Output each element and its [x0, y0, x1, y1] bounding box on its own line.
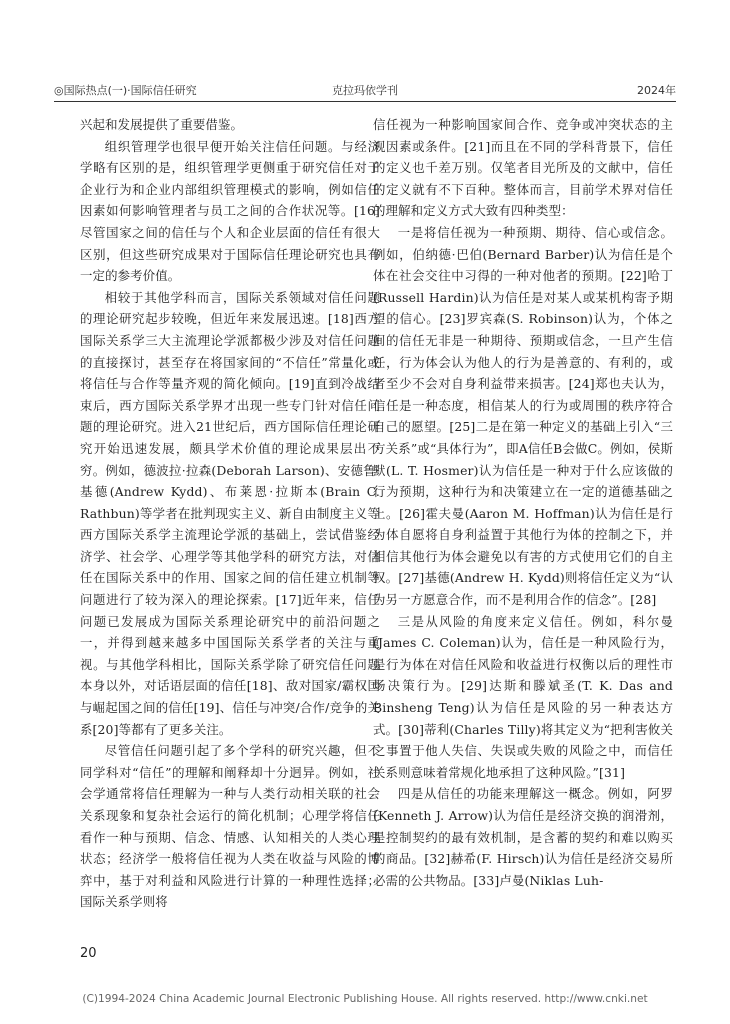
- paragraph: 兴起和发展提供了重要借鉴。: [80, 117, 244, 132]
- header-section-label: ◎国际热点(一)·国际信任研究: [54, 84, 197, 97]
- header-journal-name: 克拉玛依学刊: [332, 84, 398, 97]
- paragraph: 三是从风险的角度来定义信任。例如，科尔曼(James C. Coleman)认为，信任是一种风险行为，是行为体在对信任风险和收益进行权衡以后的理性市场决策行为。[29]达斯和滕斌圣(T. K. Das and Binsheng Teng)认为信任是风险的另一种表达方式。[30]蒂利(Charles Tilly)将其定义为“把利害攸关之事置于他人失信、失误或失败的风险之中，而信任关系则意味着常规化地承担了这种风险。”[31]: [373, 613, 673, 780]
- paragraph: 四是从信任的功能来理解这一概念。例如，阿罗(Kenneth J. Arrow)认为信任是经济交换的润滑剂，是控制契约的最有效机制，是含蓄的契约和难以购买的商品。[32]赫希(F. Hirsch)认为信任是经济交易所必需的公共物品。[33]卢曼(Niklas Luh-: [373, 786, 673, 888]
- header-year: 2024年: [637, 84, 676, 97]
- right-text-column: [373, 114, 673, 891]
- copyright-footer: (C)1994-2024 China Academic Journal Electronic Publishing House. All rights reserved. http://www.cnki.net: [82, 993, 648, 1005]
- paragraph: 尽管信任问题引起了多个学科的研究兴趣，但不同学科对“信任”的理解和阐释却十分迥异。例如，社会学通常将信任理解为一种与人类行动相关联的社会关系现象和复杂社会运行的简化机制；心理学将信任看作一种与预期、信念、情感、认知相关的人类心理状态；经济学一般将信任视为人类在收益与风险的博弈中，基于对利益和风险进行计算的一种理性选择；国际关系学则将: [80, 743, 380, 910]
- paragraph: 信任视为一种影响国家间合作、竞争或冲突状态的主观因素或条件。[21]而且在不同的学科背景下，信任的定义也千差万别。仅笔者目光所及的文献中，信任的定义就有不下百种。整体而言，目前学术界对信任的理解和定义方式大致有四种类型：: [373, 117, 673, 219]
- page-number: 20: [80, 946, 97, 961]
- header-rule: [54, 101, 676, 102]
- running-header: [54, 78, 676, 100]
- paragraph: 一是将信任视为一种预期、期待、信心或信念。例如，伯纳德·巴伯(Bernard Barber)认为信任是个体在社会交往中习得的一种对他者的预期。[22]哈丁(Russell Hardin)认为信任是对某人或某机构寄予期望的信心。[23]罗宾森(S. Robinson)认为，个体之间的信任无非是一种期待、预期或信念，一旦产生信任，行为体会认为他人的行为是善意的、有利的，或者至少不会对自身利益带来损害。[24]郑也夫认为，信任是一种态度，相信某人的行为或周围的秩序符合自己的愿望。[25]二是在第一种定义的基础上引入“三方关系”或“具体行为”，即A信任B会做C。例如，侯斯默(L. T. Hosmer)认为信任是一种对于什么应该做的行为预期，这种行为和决策建立在一定的道德基础之上。[26]霍夫曼(Aaron M. Hoffman)认为信任是行为体自愿将自身利益置于其他行为体的控制之下，并相信其他行为体会避免以有害的方式使用它们的自主权。[27]基德(Andrew H. Kydd)则将信任定义为“认为另一方愿意合作，而不是利用合作的信念”。[28]: [373, 224, 673, 608]
- left-text-column: [80, 114, 380, 913]
- paragraph: 相较于其他学科而言，国际关系领域对信任问题的理论研究起步较晚，但近年来发展迅速。[18]西方国际关系学三大主流理论学派都极少涉及对信任问题的直接探讨，甚至存在将国家间的“不信任”常量化或将信任与合作等量齐观的简化倾向。[19]直到冷战结束后，西方国际关系学界才出现一些专门针对信任问题的理论研究。进入21世纪后，西方国际信任理论研究开始迅速发展，颇具学术价值的理论成果层出不穷。例如，德波拉·拉森(Deborah Larson)、安德鲁·基德(Andrew Kydd)、布莱恩·拉斯本(Brain C. Rathbun)等学者在批判现实主义、新自由制度主义等西方国际关系学主流理论学派的基础上，尝试借鉴经济学、社会学、心理学等其他学科的研究方法，对信任在国际关系中的作用、国家之间的信任建立机制等问题进行了较为深入的理论探索。[17]近年来，信任问题已发展成为国际关系理论研究中的前沿问题之一，并得到越来越多中国国际关系学者的关注与重视。与其他学科相比，国际关系学除了研究信任问题本身以外，对话语层面的信任[18]、敌对国家/霸权国与崛起国之间的信任[19]、信任与冲突/合作/竞争的关系[20]等都有了更多关注。: [80, 289, 380, 737]
- paragraph: 组织管理学也很早便开始关注信任问题。与经济学略有区别的是，组织管理学更侧重于研究信任对于企业行为和企业内部组织管理模式的影响，例如信任因素如何影响管理者与员工之间的合作状况等。[16]尽管国家之间的信任与个人和企业层面的信任有很大区别，但这些研究成果对于国际信任理论研究也具有一定的参考价值。: [80, 138, 380, 284]
